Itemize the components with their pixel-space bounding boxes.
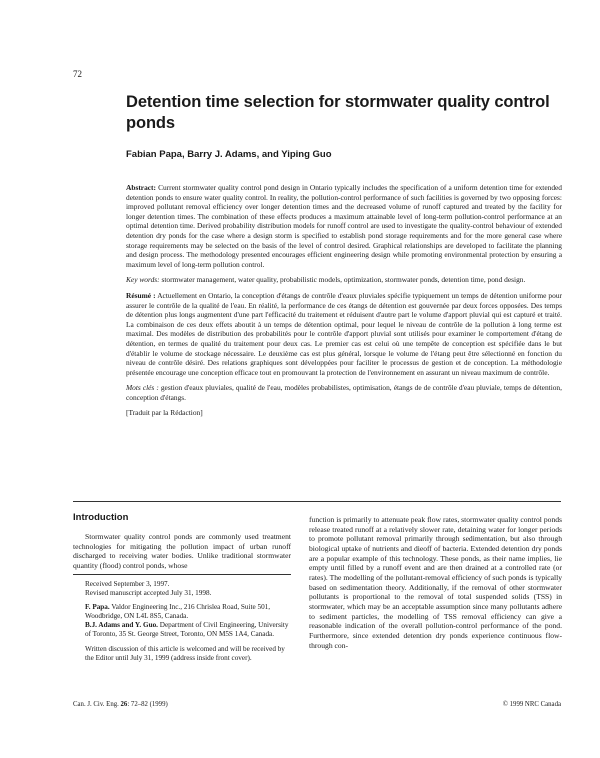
page-number: 72 [73, 69, 82, 79]
column-left [73, 532, 291, 571]
adams-guo-affiliation: Department of Civil Engineering, University of Toronto, 35 St. George Street, Toronto, ON M5S 1A4, Canada. [85, 621, 289, 639]
abstract-text: Current stormwater quality control pond design in Ontario typically includes the specification of a uniform detention time for extended detention ponds to ensure water quality control. In reality, the pollution-control performance of such facilities is governed by two opposing forces: improved pollutant removal efficiency over longer detention times and the decreased volume of runoff captured and treated by the facility for longer detention times. The combination of these effects produces a maximum attainable level of long-term pollution-control performance at an optimal detention time. Derived probability distribution models for runoff control are used to investigate the quality-control behaviour of extended detention dry ponds for the case where a design storm is specified to establish pond storage requirements and for the more general case where storage requirements may be selected on the basis of the level of control desired. Graphical relationships are developed to facilitate the planning and design process. The methodology presented encourages efficient engineering design while promoting environmental protection by ensuring a maximum level of long-term pollution control. [126, 183, 562, 269]
introduction-heading: Introduction [73, 512, 129, 523]
section-divider [73, 501, 561, 502]
journal-citation [73, 701, 168, 708]
abstract-label: Abstract: [126, 183, 156, 192]
mots-cles-label: Mots clés : [126, 383, 159, 393]
translation-note: [Traduit par la Rédaction] [126, 408, 203, 418]
revised-date: Revised manuscript accepted July 31, 1998. [85, 589, 212, 598]
column-right [309, 515, 562, 650]
keywords-text: stormwater management, water quality, probabilistic models, optimization, stormwater ponds, detention time, pond design. [161, 275, 526, 285]
resume-label: Résumé : [126, 290, 156, 300]
keywords-label: Key words: [126, 275, 160, 285]
copyright: © 1999 NRC Canada [502, 701, 561, 708]
discussion-note: Written discussion of this article is welcomed and will be received by the Editor until July 31, 1999 (address inside front cover). [85, 644, 285, 662]
journal-volume: 26 [120, 701, 128, 708]
author-list: Fabian Papa, Barry J. Adams, and Yiping Guo [126, 149, 332, 160]
papa-affiliation: Valdor Engineering Inc., 216 Chrislea Road, Suite 501, Woodbridge, ON L4L 8S5, Canada. [85, 603, 271, 621]
adams-guo-name: B.J. Adams and Y. Guo. [85, 621, 158, 630]
papa-name: F. Papa. [85, 603, 110, 612]
journal-pages: : 72–82 (1999) [127, 701, 168, 708]
journal-name: Can. J. Civ. Eng. [73, 701, 119, 708]
article-title: Detention time selection for stormwater quality control ponds [126, 93, 550, 132]
mots-cles-paragraph [126, 383, 562, 402]
footnote-box [73, 574, 291, 668]
received-dates [85, 580, 291, 598]
resume-paragraph [126, 291, 562, 377]
received-date: Received September 3, 1997. [85, 580, 170, 588]
mots-cles-text: gestion d'eaux pluviales, qualité de l'eau, modèles probabilistes, optimisation, étangs de de contrôle d'eau pluviale, temps de détention, conception d'étangs. [126, 383, 562, 402]
abstract-block [126, 183, 562, 424]
affiliations [85, 603, 291, 639]
footnotes [73, 575, 291, 663]
abstract-paragraph [126, 183, 562, 269]
intro-paragraph-right: function is primarily to attenuate peak flow rates, stormwater quality control ponds release treated runoff at a relatively slower rate, detaining water for longer periods to promote pollutant removal primarily through sedimentation, but also through biological uptake of nutrients and dieoff of bacteria. Extended detention dry ponds are a popular example of this technology. These ponds, as their name implies, lie empty until filled by a runoff event and are then drained at a controlled rate (or rates). The modelling of the pollutant-removal efficiency of such ponds is typically based on sedimentation theory. Additionally, if the removal of other stormwater pollutants is proportional to the removal of total suspended solids (TSS) in stormwater, which may be an acceptable assumption since many pollutants adhere to sediment particles, the modelling of TSS removal efficiency can give a reasonable indication of the overall pollution-control performance of the pond. Furthermore, since extended detention dry ponds experience continuous flow-through con- [309, 515, 562, 650]
keywords-paragraph [126, 275, 562, 285]
intro-paragraph-left: Stormwater quality control ponds are commonly used treatment technologies for mitigating the pollution impact of urban runoff discharged to receiving water bodies. Unlike traditional stormwater quantity (flood) control ponds, whose [73, 532, 291, 570]
resume-text: Actuellement en Ontario, la conception d'étangs de contrôle d'eaux pluviales spécifie typiquement un temps de détention uniforme pour assurer le contrôle de la qualité de l'eau. En réalité, la performance de ces étangs de détention est gouvernée par deux forces opposées. Des temps de détention plus longs augmentent d'une part l'efficacité du traitement et réduisent d'autre part le volume d'apport pluvial qui est capturé et traité. La combinaison de ces deux effets aboutit à un temps de détention optimal, pour lequel le niveau de contrôle de la pollution à long terme est maximal. Des modèles de distribution des probabilités pour le contrôle d'apport pluvial sont utilisés pour examiner le comportement d'étang de détention, en termes de qualité du traitement pour deux cas. Le premier cas est celui où une tempête de conception est spécifiée dans le but d'établir le volume de stockage nécessaire. Le deuxième cas est plus général, lorsque le volume de l'étang peut être sélectionné en fonction du niveau de contrôle désiré. Des relations graphiques sont développées pour faciliter le processus de gestion et de conception. La méthodologie présentée encourage une conception efficace tout en promouvant la protection de l'environnement en assurant un niveau maximum de contrôle. [126, 290, 562, 377]
page-footer [73, 701, 561, 708]
